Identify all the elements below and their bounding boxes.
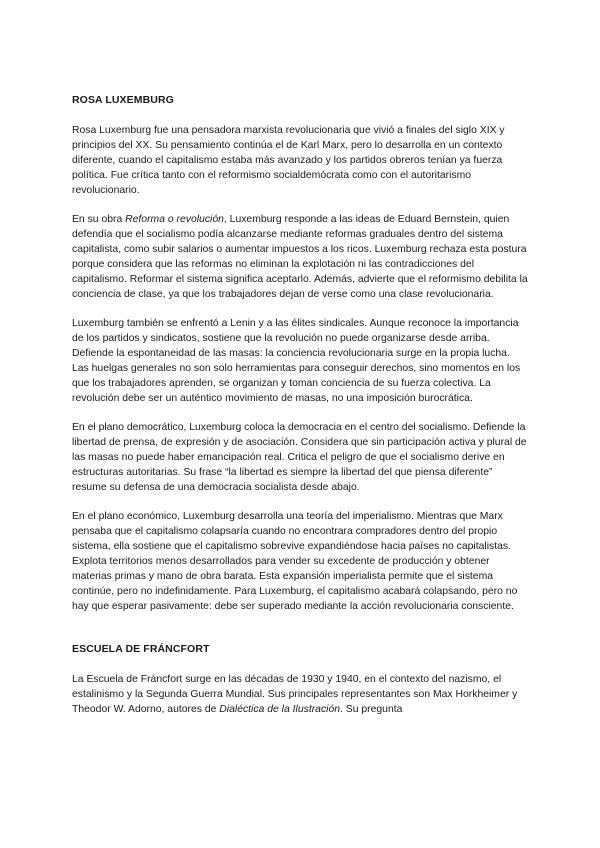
- book-title: Dialéctica de la Ilustración: [219, 704, 341, 715]
- paragraph-democracia: En el plano democrático, Luxemburg coloca la democracia en el centro del socialismo. Defiende la libertad de prensa, de expresión y de asociación. Considera que sin participación activa y plural de las masas no puede haber emancipación real. Critica el peligro de que el socialismo derive en estructuras autoritarias. Su frase “la libertad es siempre la libertad del que piensa diferente” resume su defensa de una democracia socialista desde abajo.: [72, 422, 527, 493]
- paragraph-economia: En el plano económico, Luxemburg desarrolla una teoría del imperialismo. Mientras que Marx pensaba que el capitalismo colapsaría cuando no encontrara compradores dentro del propio sistema, ella sostiene que el capitalismo sobrevive expandiéndose hacia países no capitalistas. Explota territorios menos desarrollados para vender su excedente de producción y obtener materias primas y mano de obra barata. Esta expansión imperialista permite que el sistema continúe, pero no indefinidamente. Para Luxemburg, el capitalismo acabará colapsando, pero no hay que esperar pasivamente: debe ser superado mediante la acción revolucionaria consciente.: [72, 511, 518, 612]
- paragraph-text: , Luxemburg responde a las ideas de Eduard Bernstein, quien defendía que el socialismo podía alcanzarse mediante reformas graduales dentro del sistema capitalista, como subir salarios o aumentar impuestos a los ricos. Luxemburg rechaza esta postura porque considera que las reformas no eliminan la explotación ni las contradicciones del capitalismo. Reformar el sistema significa aceptarlo. Además, advierte que el reformismo debilita la conciencia de clase, ya que los trabajadores dejan de verse como una clase revolucionaria.: [72, 214, 528, 300]
- paragraph-reforma: [72, 212, 528, 302]
- section-heading-rosa-luxemburg: ROSA LUXEMBURG: [72, 94, 174, 106]
- section-heading-escuela-francfort: ESCUELA DE FRÁNCFORT: [72, 643, 210, 655]
- paragraph-francfort-intro: [72, 672, 528, 717]
- paragraph-text: La Escuela de Fráncfort surge en las décadas de 1930 y 1940, en el contexto del nazismo, el estalinismo y la Segunda Guerra Mundial. Sus principales representantes son Max Horkheimer y Theodor W. Adorno, autores de: [72, 674, 518, 715]
- paragraph-text: En su obra: [72, 214, 126, 225]
- paragraph-text: . Su pregunta: [340, 704, 403, 715]
- book-title: Reforma o revolución: [125, 214, 224, 225]
- paragraph-intro: Rosa Luxemburg fue una pensadora marxista revolucionaria que vivió a finales del siglo XIX y principios del XX. Su pensamiento continúa el de Karl Marx, pero lo desarrolla en un contexto diferente, cuando el capitalismo estaba más avanzado y los partidos obreros tenían ya fuerza política. Fue crítica tanto con el reformismo socialdemócrata como con el autoritarismo revolucionario.: [72, 125, 505, 196]
- paragraph-lenin: Luxemburg también se enfrentó a Lenin y a las élites sindicales. Aunque reconoce la importancia de los partidos y sindicatos, sostiene que la revolución no puede organizarse desde arriba. Defiende la espontaneidad de las masas: la conciencia revolucionaria surge en la propia lucha. Las huelgas generales no son solo herramientas para conseguir derechos, sino momentos en los que los trabajadores aprenden, se organizan y toman conciencia de su fuerza colectiva. La revolución debe ser un auténtico movimiento de masas, no una imposición burocrática.: [72, 318, 521, 404]
